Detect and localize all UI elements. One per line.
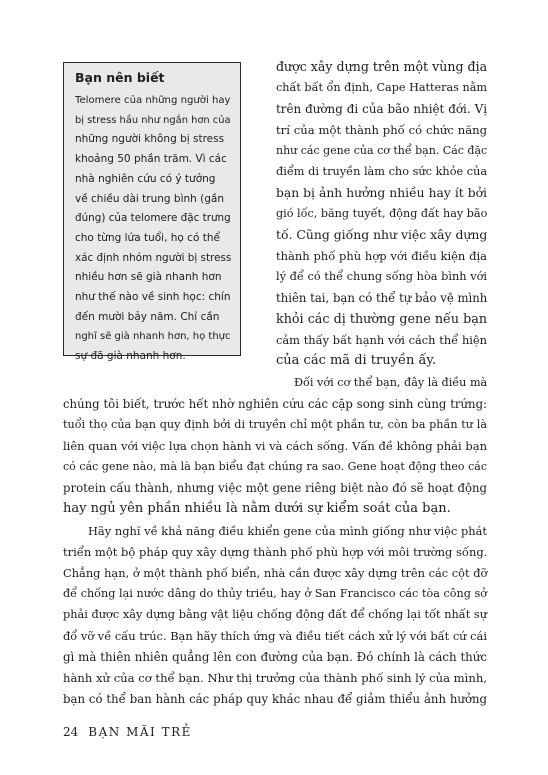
box-line: cho từng lứa tuổi, họ có thể xyxy=(75,231,220,244)
box-line: những người không bị stress xyxy=(75,133,225,146)
box-line: sự đã già nhanh hơn. xyxy=(75,350,186,363)
body-line: của các mã di truyền ấy. xyxy=(276,353,437,368)
body-line: để chống lại nước dâng do thủy triều, hay ở San Francisco các tòa công sở xyxy=(63,587,487,600)
box-line: Telomere của những người hay xyxy=(75,95,231,106)
body-line: điểm di truyền làm cho sức khỏe của xyxy=(276,165,488,178)
box-line: đúng) của telomere đặc trưng xyxy=(75,212,231,225)
body-line: gì mà thiên nhiên quẳng lên con đường của bạn. Đó chính là cách thức xyxy=(63,650,487,664)
body-line: chất bất ổn định, Cape Hatteras nằm xyxy=(276,81,487,94)
body-line: chúng tôi biết, trước hết nhờ nghiên cứu các cặp song sinh cùng trứng: xyxy=(63,397,487,411)
body-line: hay ngủ yên phần nhiều là nằm dưới sự kiểm soát của bạn. xyxy=(63,501,451,516)
paragraph-first-line: Hãy nghĩ về khả năng điều khiển gene của mình giống như việc phát xyxy=(88,524,487,538)
body-line: bạn bị ảnh hưởng nhiều hay ít bởi xyxy=(276,186,487,200)
box-title: Bạn nên biết xyxy=(75,70,165,85)
body-line: phải được xây dựng bằng vật liệu chống động đất để chống lại tốt nhất sự xyxy=(63,608,487,621)
body-line: đổ vỡ về cấu trúc. Bạn hãy thích ứng và điều tiết cách xử lý với bất cứ cái xyxy=(63,629,487,643)
box-line: xác định nhóm người bị stress xyxy=(75,251,232,264)
body-line: thành phố phù hợp với điều kiện địa xyxy=(276,249,487,263)
body-line: trí của một thành phố có chức năng xyxy=(276,123,487,137)
box-line: về chiều dài trung bình (gần xyxy=(75,192,224,205)
body-line: tuổi thọ của bạn quy định bởi di truyền chỉ một phần tư, còn ba phần tư là xyxy=(63,418,487,431)
body-line: khỏi các dị thường gene nếu bạn xyxy=(276,311,487,326)
box-line: nhiều hơn sẽ già nhanh hơn xyxy=(75,271,222,284)
body-line: có các gene nào, mà là bạn biểu đạt chúng ra sao. Gene hoạt động theo các xyxy=(63,460,487,473)
box-line: đến mười bảy năm. Chỉ cần xyxy=(75,310,220,323)
page-number: 24 xyxy=(63,725,79,739)
did-you-know-box xyxy=(63,62,241,363)
body-line: cảm thấy bất hạnh với cách thể hiện xyxy=(276,333,487,347)
box-line: như thế nào về sinh học: chín xyxy=(75,291,231,304)
body-line: protein cấu thành, nhưng việc một gene riêng biệt nào đó sẽ hoạt động xyxy=(63,481,487,495)
body-line: lý để có thể chung sống hòa bình với xyxy=(276,270,487,283)
body-line: Chẳng hạn, ở một thành phố biển, nhà cần được xây dựng trên các cột đỡ xyxy=(63,566,488,580)
body-line: tố. Cũng giống như việc xây dựng xyxy=(276,227,488,242)
body-line: triển một bộ pháp quy xây dựng thành phố phù hợp với môi trường sống. xyxy=(63,545,488,559)
box-line: bị stress hầu như ngắn hơn của xyxy=(75,114,231,126)
body-line: trên đường đi của bão nhiệt đới. Vị xyxy=(276,102,487,116)
body-line: bạn có thể ban hành các pháp quy khác nhau để giảm thiểu ảnh hưởng xyxy=(63,692,487,706)
box-line: nghĩ sẽ già nhanh hơn, họ thực xyxy=(75,331,231,343)
box-line: nhà nghiên cứu có ý tưởng xyxy=(75,172,216,185)
body-line: hành xử của cơ thể bạn. Như thị trưởng của thành phố sinh lý của mình, xyxy=(63,671,488,685)
paragraph-first-line: Đối với cơ thể bạn, đây là điều mà xyxy=(294,376,488,389)
page-footer xyxy=(63,725,192,739)
body-line: như các gene của cơ thể bạn. Các đặc xyxy=(276,144,488,157)
running-title: BẠN MÃI TRẺ xyxy=(88,725,192,739)
body-line: liên quan với việc lựa chọn hành vi và cách sống. Vấn đề không phải bạn xyxy=(63,439,487,453)
body-line: gió lốc, băng tuyết, động đất hay bão xyxy=(276,207,488,220)
body-line: được xây dựng trên một vùng địa xyxy=(276,59,488,74)
box-line: khoảng 50 phần trăm. Vì các xyxy=(75,153,227,166)
body-line: thiên tai, bạn có thể tự bảo vệ mình xyxy=(276,291,488,305)
